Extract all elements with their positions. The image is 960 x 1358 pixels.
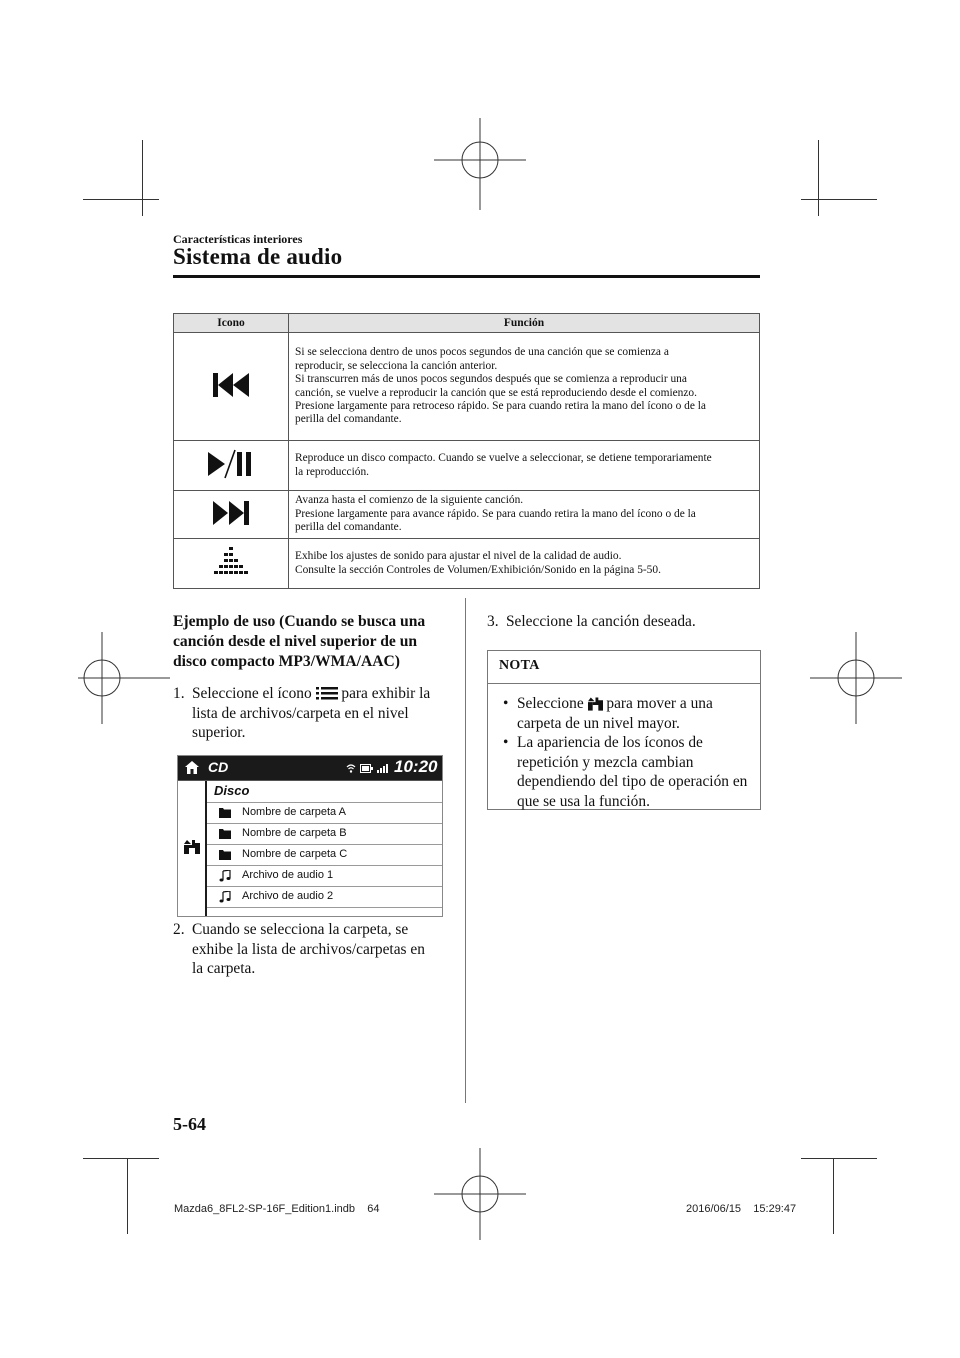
table-cell-function — [289, 333, 760, 441]
heading-line: canción desde el nivel superior de un — [173, 633, 418, 650]
folder-icon — [219, 828, 231, 839]
function-text-line: Presione largamente para retroceso rápido. Se para cuando retira la mano del ícono o de la — [295, 399, 706, 412]
header-rule — [173, 275, 760, 278]
note-bullet-2 — [503, 733, 769, 811]
table-cell-icon — [174, 539, 289, 589]
registration-mark-bottom — [434, 1148, 526, 1240]
note-text: que se usa la función. — [517, 792, 650, 810]
function-text-line: Avanza hasta el comienzo de la siguiente canción. — [295, 494, 524, 507]
step-text: exhibe la lista de archivos/carpetas en — [192, 940, 425, 958]
note-text: dependiendo del tipo de operación en — [517, 773, 748, 790]
function-text-line: perilla del comandante. — [295, 413, 402, 426]
list-item[interactable] — [207, 824, 442, 845]
function-text-line: Si transcurren más de unos pocos segundos después que se comienza a reproducir una — [295, 373, 687, 386]
table-cell-function — [289, 491, 760, 539]
function-text-line: reproducir, se selecciona la canción anterior. — [295, 359, 498, 372]
home-icon[interactable] — [185, 761, 199, 774]
step-text: para exhibir la — [341, 685, 431, 702]
note-text: carpeta de un nivel mayor. — [517, 714, 680, 732]
screen-status-bar — [178, 756, 442, 781]
table-row — [174, 539, 760, 589]
section-label: Características interiores — [173, 232, 303, 246]
music-note-icon — [219, 891, 231, 903]
heading-line: disco compacto MP3/WMA/AAC) — [173, 653, 400, 670]
file-folder-list — [207, 781, 442, 916]
note-bullet-1 — [503, 694, 769, 733]
function-text-line: perilla del comandante. — [295, 521, 402, 534]
clock: 10:20 — [394, 757, 438, 776]
table-row — [174, 441, 760, 491]
list-item-label: Archivo de audio 2 — [242, 890, 334, 902]
icon-function-table — [173, 313, 760, 589]
function-text-line: Presione largamente para avance rápido. Se para cuando retira la mano del ícono o de la — [295, 507, 696, 520]
bullet-dot: • — [503, 695, 509, 712]
column-header-icon: Icono — [174, 314, 289, 333]
table-row — [174, 491, 760, 539]
step-text: Cuando se selecciona la carpeta, se — [192, 921, 409, 938]
registration-mark-top — [434, 118, 526, 210]
note-box — [487, 650, 761, 810]
step-text: la carpeta. — [192, 960, 256, 977]
usage-example-column — [173, 612, 445, 743]
column-divider — [465, 598, 466, 1103]
folder-icon — [219, 807, 231, 818]
folder-icon — [219, 849, 231, 860]
step-text: Seleccione el ícono — [192, 685, 312, 702]
list-menu-icon — [316, 686, 338, 701]
step-2 — [173, 920, 464, 979]
cd-browse-screen — [177, 755, 443, 917]
function-text-line: Reproduce un disco compacto. Cuando se vuelve a seleccionar, se detiene temporariamente — [295, 452, 712, 465]
table-header-row — [174, 314, 760, 333]
bullet-dot: • — [503, 734, 509, 751]
step-number: 1. — [173, 685, 185, 702]
wifi-icon — [346, 764, 356, 773]
function-text-line: Exhibe los ajustes de sonido para ajustar el nivel de la calidad de audio. — [295, 550, 622, 563]
step-1 — [173, 684, 445, 743]
step-3 — [487, 612, 779, 632]
heading-line: Ejemplo de uso (Cuando se busca una — [173, 613, 426, 630]
function-text-line: la reproducción. — [295, 465, 370, 478]
folder-up-icon[interactable] — [184, 840, 200, 854]
footer-file-info: Mazda6_8FL2-SP-16F_Edition1.indb 64 — [174, 1203, 380, 1215]
step-text: Seleccione la canción deseada. — [506, 613, 696, 630]
list-title: Disco — [214, 783, 250, 798]
registration-mark-right — [810, 632, 902, 724]
function-text-line: Consulte la sección Controles de Volumen/Exhibición/Sonido en la página 5-50. — [295, 563, 661, 576]
step-text: superior. — [192, 724, 246, 741]
list-item-label: Nombre de carpeta B — [242, 827, 347, 839]
table-cell-function — [289, 441, 760, 491]
function-text-line: canción, se vuelve a reproducir la canción que se está reproduciendo desde el comienzo. — [295, 386, 697, 399]
list-item-label: Archivo de audio 1 — [242, 869, 334, 881]
play-pause-icon — [206, 448, 256, 480]
step-number: 3. — [487, 613, 499, 630]
table-cell-icon — [174, 333, 289, 441]
list-item-label: Nombre de carpeta A — [242, 806, 346, 818]
step-number: 2. — [173, 921, 185, 938]
note-text: repetición y mezcla cambian — [517, 753, 694, 771]
screen-side-panel — [178, 781, 205, 916]
function-text-line: Si se selecciona dentro de unos pocos segundos de una canción que se comienza a — [295, 346, 669, 359]
note-text: La apariencia de los íconos de — [517, 734, 703, 751]
table-cell-icon — [174, 491, 289, 539]
note-text: para mover a una — [606, 695, 713, 712]
previous-track-icon — [212, 371, 250, 399]
step-text: lista de archivos/carpeta en el nivel — [192, 704, 409, 722]
list-title-row — [207, 781, 442, 803]
registration-mark-left — [78, 632, 170, 724]
list-item[interactable] — [207, 803, 442, 824]
list-item[interactable] — [207, 887, 442, 908]
audio-source-label: CD — [208, 759, 229, 775]
signal-strength-icon — [377, 763, 389, 773]
list-item[interactable] — [207, 866, 442, 887]
table-cell-icon — [174, 441, 289, 491]
music-note-icon — [219, 870, 231, 882]
note-title: NOTA — [499, 658, 540, 673]
page-number: 5-64 — [173, 1114, 206, 1134]
list-item-label: Nombre de carpeta C — [242, 848, 348, 860]
usage-example-heading — [173, 612, 445, 672]
table-row — [174, 333, 760, 441]
battery-icon — [360, 764, 373, 773]
sound-settings-icon — [213, 546, 249, 578]
page-title: Sistema de audio — [173, 244, 343, 269]
folder-up-icon — [588, 697, 603, 711]
table-cell-function — [289, 539, 760, 589]
footer-timestamp: 2016/06/15 15:29:47 — [686, 1203, 797, 1215]
note-title-rule — [488, 683, 760, 684]
note-text: Seleccione — [517, 695, 584, 712]
next-track-icon — [212, 499, 250, 527]
list-item[interactable] — [207, 845, 442, 866]
column-header-function: Función — [289, 314, 760, 333]
